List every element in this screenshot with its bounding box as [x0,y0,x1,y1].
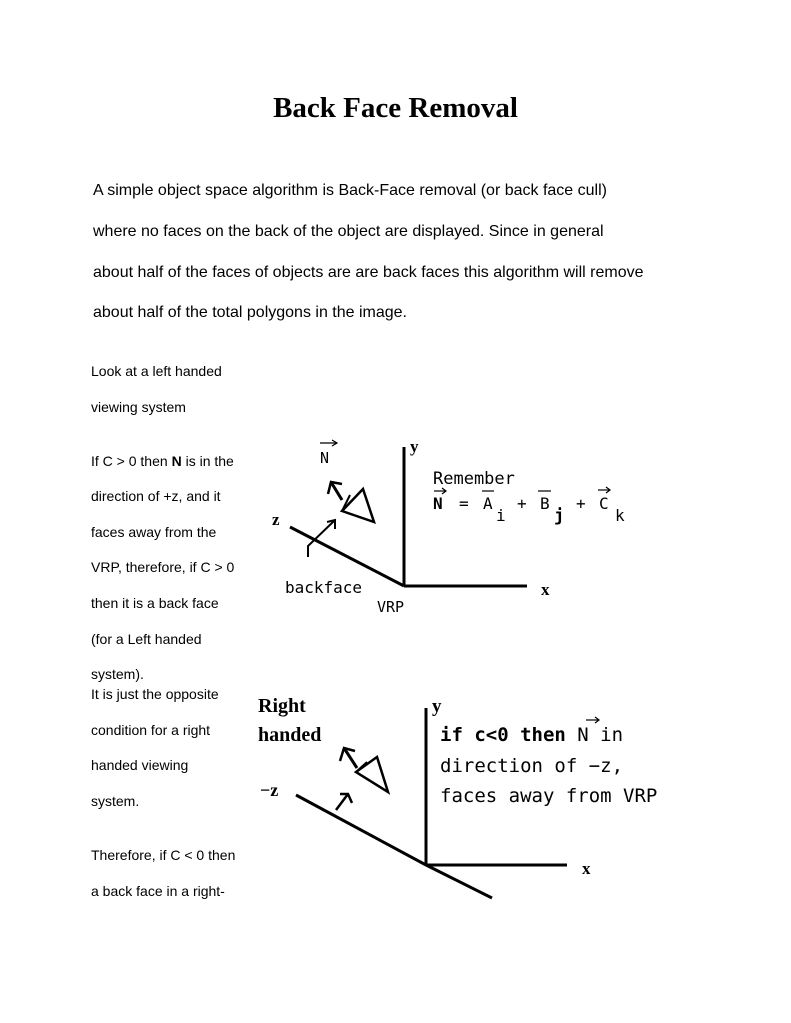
fig2-note-line-3: faces away from VRP [440,785,658,807]
fig1-eq-equals: = [459,494,469,513]
intro-line-1: A simple object space algorithm is Back-Face removal (or back face cull) [93,182,607,199]
fig1-eq-n: N [433,494,443,513]
fig2-y-label: y [432,696,442,717]
intro-line-4: about half of the total polygons in the image. [93,304,407,321]
intro-line-3: about half of the faces of objects are are back faces this algorithm will remove [93,264,644,281]
fig2-note-line-1 [440,724,623,746]
fig2-note-line-2: direction of −z, [440,755,624,777]
fig2-right-label: Right [258,695,306,717]
fig1-eq-c: C [599,494,609,513]
fig2-z-label: −z [260,780,279,800]
look-line-2: viewing system [91,399,186,415]
fig1-backface-label: backface [285,578,363,597]
lh-line-4: then it is a back face [91,595,219,611]
fig2-backface-pointer [336,794,348,810]
rh-line-4: system. [91,793,140,809]
look-line-1: Look at a left handed [91,363,222,379]
lh-line-2: faces away from the [91,524,217,540]
fig1-x-label: x [541,580,550,599]
fig1-normal-label: N [320,449,330,467]
fig1-eq-plus-1: + [517,494,527,513]
lh-line-5: (for a Left handed [91,631,202,647]
if-c-bold-n: N [171,453,182,469]
fig1-eq-b: B [540,494,550,513]
rh-line-1: It is just the opposite [91,686,219,702]
fig2-note-line-1-n: N [577,724,589,746]
fig1-z-label: z [272,510,280,529]
page-title: Back Face Removal [273,92,518,124]
fig1-eq-plus-2: + [576,494,586,513]
fig1-vrp-label: VRP [377,598,405,616]
fig1-eq-a: A [483,494,493,513]
intro-line-2: where no faces on the back of the object are displayed. Since in general [93,223,604,240]
fig2-z-axis-neg [426,865,492,898]
rh-line-3: handed viewing [91,757,189,773]
fig1-eq-j: j [554,506,565,526]
fig2-z-axis-pos [296,795,426,865]
fig1-eq-i: i [496,506,506,525]
lh-line-1: direction of +z, and it [91,488,221,504]
fig1-y-label: y [410,437,419,456]
fig2-note-line-1-post: in [588,724,624,746]
lh-line-3: VRP, therefore, if C > 0 [91,559,235,575]
therefore-line-1: Therefore, if C < 0 then [91,847,236,863]
lh-line-6: system). [91,666,144,682]
fig1-remember-label: Remember [433,469,515,489]
fig2-backface-polygon [356,757,388,792]
fig1-eq-k: k [615,506,625,525]
therefore-line-2: a back face in a right- [91,883,225,899]
fig2-handed-label: handed [258,724,322,746]
if-c-post: is in the [181,453,234,469]
fig2-x-label: x [582,859,591,878]
if-c-pre: If C > 0 then [91,453,172,469]
rh-line-2: condition for a right [91,722,211,738]
fig2-note-line-1-pre: if c<0 then [440,724,578,746]
